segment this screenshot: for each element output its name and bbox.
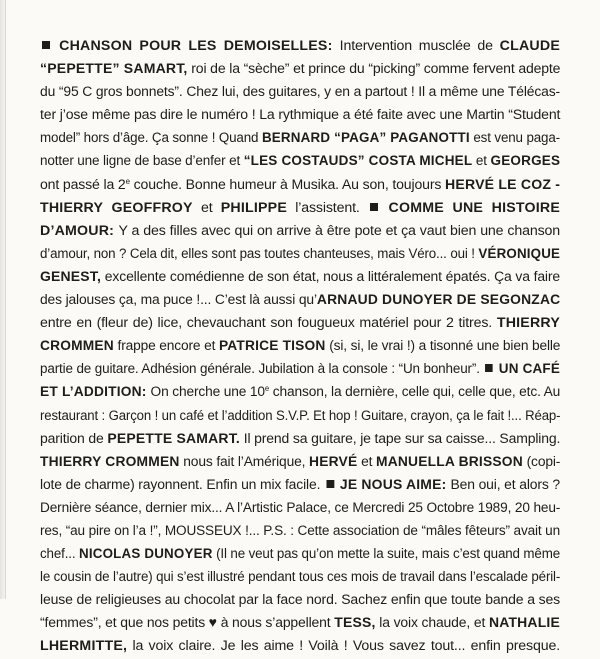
bold-name: LHERMITTE,: [40, 638, 128, 655]
text-line: [40, 104, 560, 127]
body-text: (copi-: [522, 453, 561, 470]
bold-name: BERNARD “PAGA” PAGANOTTI: [261, 130, 470, 147]
body-text: “femmes”, et que nos petits ♥ à nous s’appellent: [40, 615, 335, 632]
body-text: Ben oui, et alors ?: [450, 476, 560, 493]
bold-name: D’AMOUR:: [40, 222, 119, 239]
body-text: et: [472, 153, 491, 170]
bold-name: ET L’ADDITION:: [40, 384, 151, 401]
bold-name: GENEST,: [40, 268, 102, 285]
text-line: [40, 635, 560, 658]
text-line: [40, 35, 560, 58]
text-line: [40, 81, 560, 104]
bold-name: NATHALIE: [488, 615, 560, 632]
bold-name: MANUELLA BRISSON: [376, 453, 523, 470]
body-text: l’assistent.: [286, 199, 368, 216]
page-fold-line: [5, 0, 6, 599]
bold-name: THIERRY GEOFFROY: [40, 199, 193, 216]
body-text: la voix chaude, et: [375, 615, 489, 632]
body-text: excellente comédienne de son état, nous a littéralement épatés. Ça va faire: [101, 268, 561, 285]
body-text: la voix claire. Je les aime ! Voilà ! Vous savez tout... enfin presque.: [127, 638, 560, 655]
text-line: [40, 127, 560, 150]
body-text: res, “au pire on l’a !”, MOUSSEUX !... P.S. : Cette association de “mâles fêteurs” avait un: [40, 522, 560, 539]
text-line: [40, 405, 560, 428]
body-text: du “95 C gros bonnets”. Chez lui, des guitares, y en a partout ! Il a même une Télécas-: [40, 84, 560, 101]
bold-name: TESS,: [334, 615, 376, 632]
bold-name: VÉRONIQUE: [478, 245, 561, 262]
body-text: partie de guitare. Adhésion générale. Jubilation à la console : “Un bonheur”.: [40, 361, 484, 378]
bold-name: CHANSON POUR LES DEMOISELLES:: [52, 38, 340, 54]
square-bullet-icon: [326, 480, 334, 488]
text-line: [40, 150, 560, 173]
body-text: Dernière séance, dernier mix... A l’Artistic Palace, ce Mercredi 25 Octobre 1989, 20 heu-: [40, 499, 561, 516]
text-line: [40, 520, 560, 543]
body-text: entre en (fleur de) lice, chevauchant son fougueux matériel pour 2 titres.: [40, 315, 497, 332]
body-text: couche. Bonne humeur à Musika. Au son, toujours: [129, 176, 446, 193]
superscript: e: [264, 384, 270, 394]
text-line: [40, 543, 560, 566]
text-line: [40, 174, 560, 197]
text-line: [40, 589, 560, 612]
text-line: [40, 58, 560, 81]
body-text: On cherche une 10: [150, 384, 265, 401]
body-text: et: [357, 453, 377, 470]
text-line: [40, 381, 560, 404]
text-line: [40, 335, 560, 358]
square-bullet-icon: [42, 41, 50, 49]
body-text: d’amour, non ? Cela dit, elles sont pas toutes chanteuses, mais Véro... oui !: [40, 245, 479, 262]
body-text: ont passé la 2: [40, 176, 126, 193]
text-line: [40, 612, 560, 635]
text-line: [40, 312, 560, 335]
square-bullet-icon: [370, 203, 378, 211]
text-line: [40, 243, 560, 266]
bold-name: HERVÉ: [309, 453, 358, 470]
bold-name: JE NOUS AIME:: [335, 476, 451, 493]
text-line: [40, 566, 560, 589]
body-text: (si, si, le vrai !) a tisonné une bien belle: [325, 338, 561, 355]
body-text: leuse de religieuses au chocolat par la face nord. Sachez enfin que toute bande a ses: [40, 592, 560, 609]
bold-name: “LES COSTAUDS” COSTA MICHEL: [243, 153, 473, 170]
body-text: restaurant : Garçon ! un café et l’addition S.V.P. Et hop ! Guitare, crayon, ça le fait !... Réap-: [40, 407, 561, 424]
body-text: ter j’ose même pas dire le numéro ! La rythmique a été faite avec une Martin “Student: [40, 107, 561, 124]
body-text: des jalouses ça, ma puce !... C’est là aussi qu’: [40, 292, 317, 309]
body-text: Y a des filles avec qui on arrive à être pote et ça vaut bien une chanson: [118, 222, 560, 239]
bold-name: PHILIPPE: [220, 199, 287, 216]
body-text: (Il ne veut pas qu’on mette la suite, mais c’est quand même: [212, 546, 560, 563]
body-text: roi de la “sèche” et prince du “picking” comme fervent adepte: [187, 61, 561, 78]
body-text: nous fait l’Amérique,: [179, 453, 310, 470]
body-text: Il prend sa guitare, je tape sur sa caisse... Sampling.: [239, 430, 561, 447]
text-line: [40, 289, 560, 312]
body-text: chef...: [40, 546, 80, 563]
bold-name: CLAUDE: [499, 38, 560, 54]
bold-name: PATRICE TISON: [218, 338, 326, 355]
bold-name: ARNAUD DUNOYER DE SEGONZAC: [316, 292, 561, 309]
body-text: chanson, la dernière, celle qui, celle que, etc. Au: [269, 384, 561, 401]
text-line: [40, 428, 560, 451]
text-line: [40, 474, 560, 497]
bold-name: UN CAFÉ: [494, 361, 560, 378]
text-line: [40, 358, 560, 381]
text-line: [40, 197, 560, 220]
body-text: et: [192, 199, 221, 216]
text-line: [40, 451, 560, 474]
bold-name: THIERRY CROMMEN: [40, 453, 180, 470]
bold-name: “PEPETTE” SAMART,: [40, 61, 188, 78]
body-text: est venu paga-: [469, 130, 560, 147]
bold-name: CROMMEN: [40, 338, 114, 355]
text-line: [40, 220, 560, 243]
text-line: [40, 497, 560, 520]
body-text: le cousin de l’autre) qui s’est illustré pendant tous ces mois de travail dans l’escalade péril-: [40, 569, 561, 586]
body-text: notter une ligne de base d’enfer et: [40, 153, 244, 170]
bold-name: NICOLAS DUNOYER: [79, 546, 213, 563]
bold-name: PEPETTE SAMART.: [107, 430, 240, 447]
body-text: model” hors d’âge. Ça sonne ! Quand: [40, 130, 262, 147]
text-line: [40, 266, 560, 289]
superscript: e: [125, 176, 130, 186]
body-text: frappe encore et: [113, 338, 219, 355]
bold-name: THIERRY: [496, 315, 560, 332]
body-text: Intervention musclée de: [339, 38, 500, 54]
liner-notes-text: [40, 35, 560, 659]
square-bullet-icon: [485, 364, 493, 372]
bold-name: COMME UNE HISTOIRE: [379, 199, 560, 216]
body-text: parition de: [40, 430, 108, 447]
bold-name: HERVÉ LE COZ -: [445, 176, 561, 193]
body-text: lote de charme) rayonnent. Enfin un mix facile.: [40, 476, 325, 493]
bold-name: GEORGES: [490, 153, 561, 170]
